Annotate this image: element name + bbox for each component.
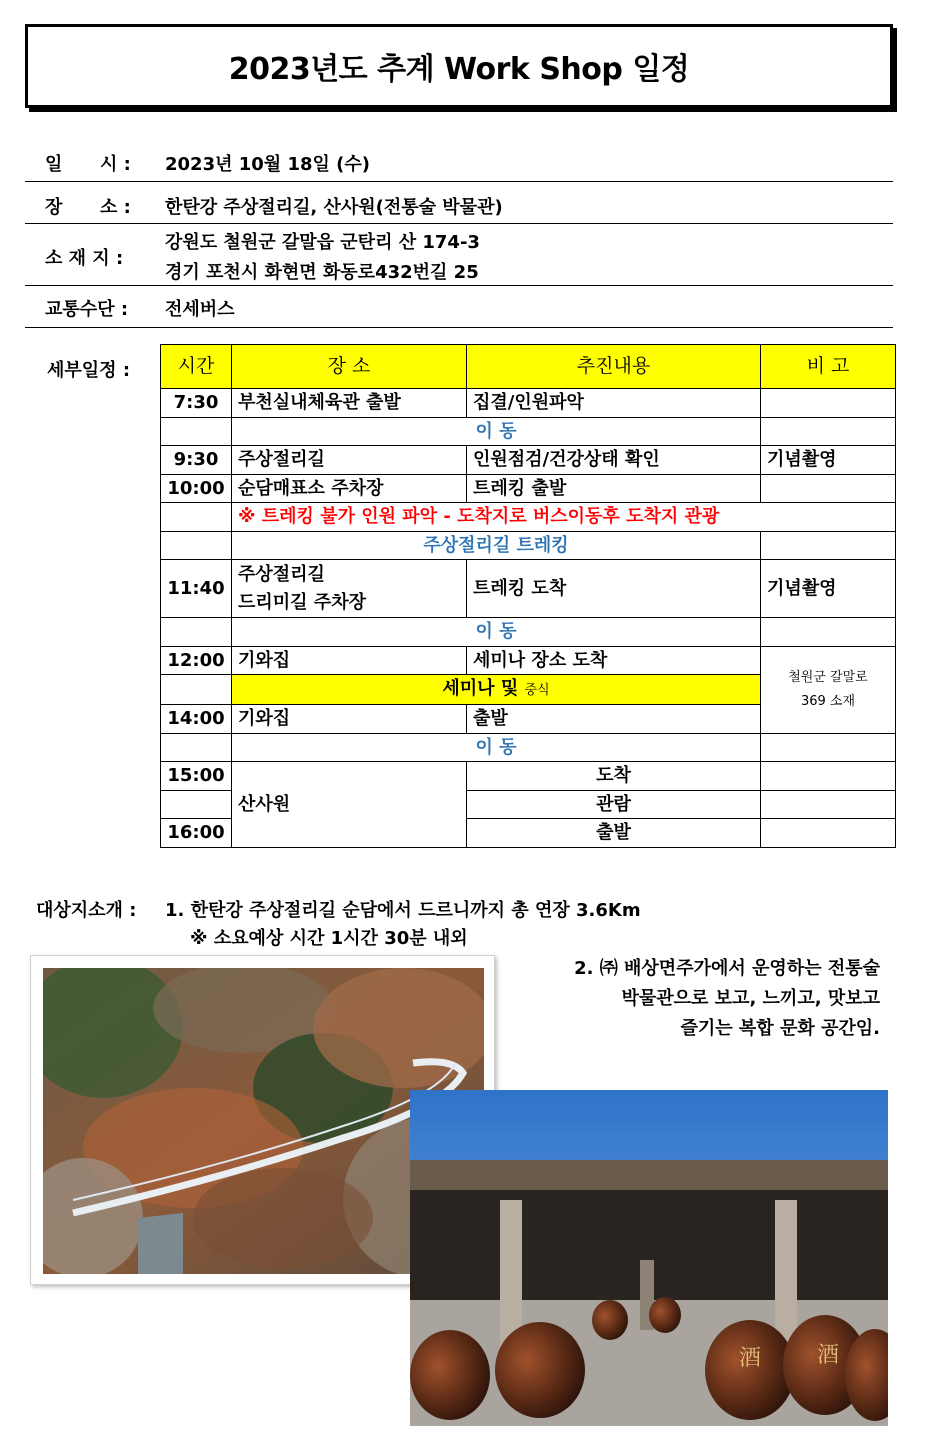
content-cell: 집결/인원파악: [467, 389, 761, 418]
place-line-2: 드리미길 주차장: [238, 591, 366, 613]
content-cell: 도착: [467, 762, 761, 791]
page-title: 2023년도 추계 Work Shop 일정: [228, 52, 690, 87]
place-label: 장 소 :: [45, 197, 131, 218]
table-row: [161, 474, 896, 503]
table-row: [161, 618, 896, 647]
time-cell: 16:00: [161, 819, 232, 848]
header-time: 시간: [161, 345, 232, 389]
header-content: 추진내용: [467, 345, 761, 389]
content-cell: 인원점검/건강상태 확인: [467, 446, 761, 475]
intro-item-2-line-3: 즐기는 복합 문화 공간임.: [680, 1018, 880, 1039]
time-cell: [161, 675, 232, 705]
time-cell: [161, 417, 232, 446]
time-cell: 7:30: [161, 389, 232, 418]
side-note-line-2: 369 소재: [800, 693, 856, 709]
note-cell: 기념촬영: [761, 560, 896, 618]
intro-item-2-line-1: 2. ㈜ 배상면주가에서 운영하는 전통술: [574, 958, 880, 979]
note-cell: [761, 417, 896, 446]
schedule-table: [160, 344, 896, 848]
table-header-row: [161, 345, 896, 389]
time-cell: 10:00: [161, 474, 232, 503]
intro-label: 대상지소개 :: [36, 900, 137, 921]
note-cell: [761, 819, 896, 848]
note-cell: [761, 389, 896, 418]
table-row: [161, 733, 896, 762]
table-row: [161, 646, 896, 675]
address-line-2: 경기 포천시 화현면 화동로432번길 25: [165, 262, 479, 283]
intro-item-1: 1. 한탄강 주상절리길 순담에서 드르니까지 총 연장 3.6Km: [165, 900, 641, 921]
table-row: [161, 531, 896, 560]
liquor-museum-photo: [410, 1090, 888, 1426]
note-cell: [761, 762, 896, 791]
trekking-cell: 주상절리길 트레킹: [232, 531, 761, 560]
note-cell: [761, 618, 896, 647]
table-row: [161, 762, 896, 791]
content-cell: 출발: [467, 819, 761, 848]
side-note-line-1: 철원군 갈말로: [788, 669, 868, 685]
jar-char: 酒: [738, 1346, 762, 1371]
intro-item-2: [520, 954, 880, 1044]
content-cell: 출발: [467, 705, 761, 734]
table-row: [161, 417, 896, 446]
address-line-1: 강원도 철원군 갈말읍 군탄리 산 174-3: [165, 232, 480, 253]
table-row: [161, 503, 896, 532]
time-cell: 12:00: [161, 646, 232, 675]
header-place: 장 소: [232, 345, 467, 389]
address-row: [25, 224, 893, 286]
place-cell: 기와집: [232, 705, 467, 734]
time-cell: 11:40: [161, 560, 232, 618]
intro-item-2-line-2: 박물관으로 보고, 느끼고, 맛보고: [621, 988, 880, 1009]
date-row: [25, 140, 893, 182]
time-cell: [161, 733, 232, 762]
place-value: 한탄강 주상절리길, 산사원(전통술 박물관): [165, 197, 503, 218]
note-cell: [761, 474, 896, 503]
move-cell: 이 동: [232, 417, 761, 446]
transport-row: [25, 286, 893, 328]
note-cell: [761, 531, 896, 560]
table-row: [161, 560, 896, 618]
title-box: [25, 24, 893, 108]
place-cell: 주상절리길: [232, 446, 467, 475]
header-note: 비 고: [761, 345, 896, 389]
content-cell: 트레킹 도착: [467, 560, 761, 618]
place-cell: 순담매표소 주차장: [232, 474, 467, 503]
move-cell: 이 동: [232, 618, 761, 647]
seminar-label: 세미나 및: [442, 678, 525, 699]
transport-value: 전세버스: [165, 299, 235, 320]
time-cell: 14:00: [161, 705, 232, 734]
date-label: 일 시 :: [45, 154, 131, 175]
place-cell: 기와집: [232, 646, 467, 675]
jar-char: 酒: [816, 1343, 840, 1368]
time-cell: [161, 503, 232, 532]
date-value: 2023년 10월 18일 (수): [165, 154, 370, 175]
place-cell: 부천실내체육관 출발: [232, 389, 467, 418]
table-row: [161, 446, 896, 475]
seminar-sub-label: 중식: [524, 683, 550, 698]
time-cell: [161, 531, 232, 560]
seminar-cell: [232, 675, 761, 705]
warning-cell: ※ 트레킹 불가 인원 파악 - 도착지로 버스이동후 도착지 관광: [232, 503, 896, 532]
place-cell: 산사원: [232, 762, 467, 848]
schedule-label: 세부일정 :: [47, 360, 131, 381]
intro-item-1-note: ※ 소요예상 시간 1시간 30분 내외: [190, 928, 468, 949]
place-cell: [232, 560, 467, 618]
content-cell: 트레킹 출발: [467, 474, 761, 503]
note-cell: [761, 790, 896, 819]
time-cell: [161, 790, 232, 819]
note-cell: 기념촬영: [761, 446, 896, 475]
content-cell: 세미나 장소 도착: [467, 646, 761, 675]
time-cell: [161, 618, 232, 647]
content-cell: 관람: [467, 790, 761, 819]
liquor-jars-image: [410, 1090, 888, 1426]
note-cell: [761, 733, 896, 762]
place-line-1: 주상절리길: [238, 563, 325, 585]
time-cell: 9:30: [161, 446, 232, 475]
address-label: 소 재 지 :: [45, 248, 124, 269]
time-cell: 15:00: [161, 762, 232, 791]
move-cell: 이 동: [232, 733, 761, 762]
table-row: [161, 389, 896, 418]
place-row: [25, 182, 893, 224]
side-note-cell: [761, 646, 896, 733]
transport-label: 교통수단 :: [45, 299, 129, 320]
